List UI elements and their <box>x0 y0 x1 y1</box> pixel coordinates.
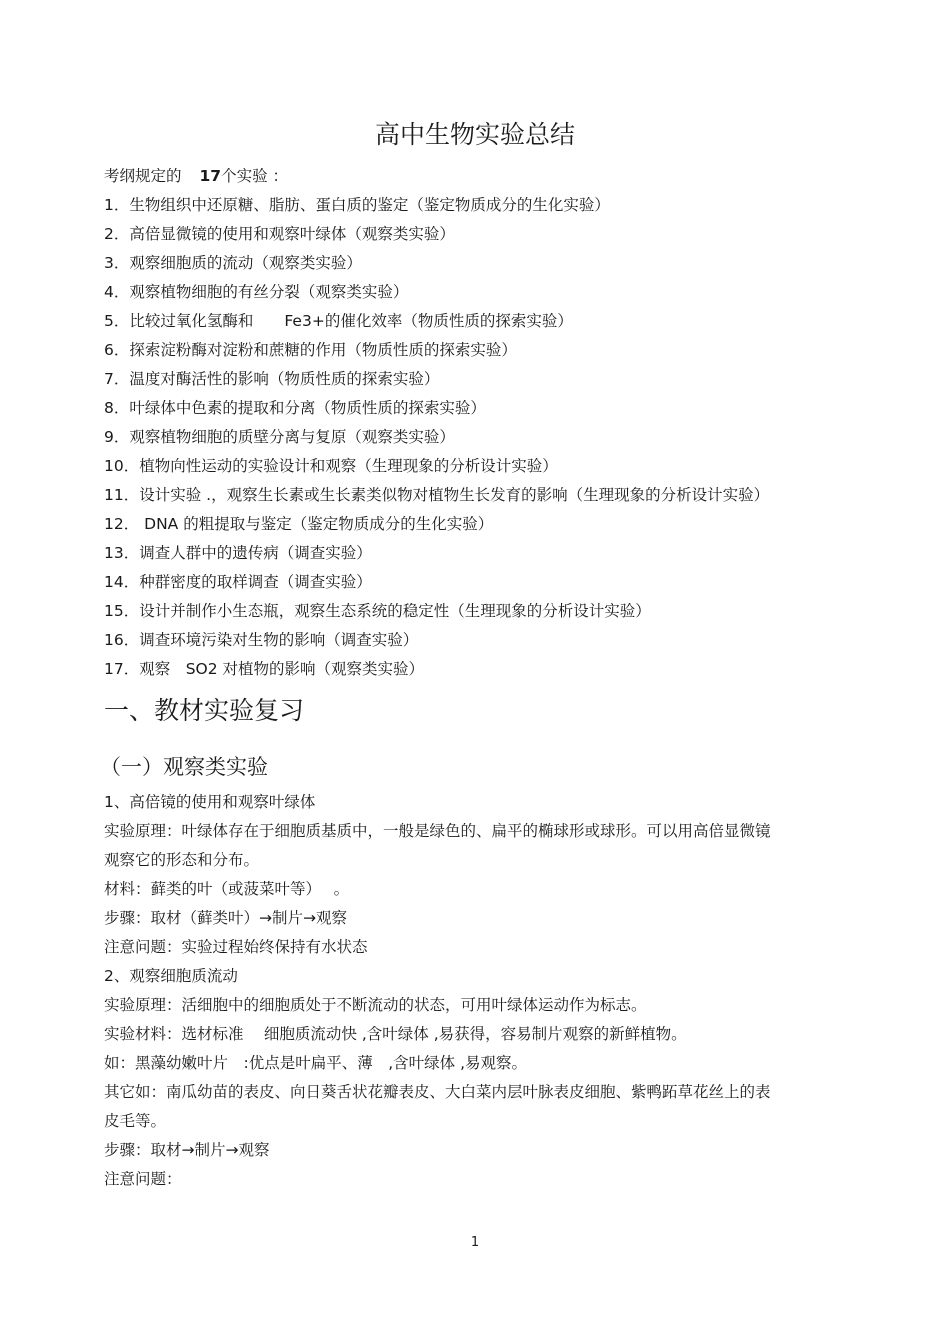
paragraph-line: 注意问题： <box>104 1170 182 1188</box>
experiment-item-10: 10．植物向性运动的实验设计和观察（生理现象的分析设计实验） <box>104 457 558 475</box>
experiment-item-11: 11．设计实验 .，观察生长素或生长素类似物对植物生长发育的影响（生理现象的分析设计实验） <box>104 486 770 504</box>
paragraph-line: 实验原理：活细胞中的细胞质处于不断流动的状态，可用叶绿体运动作为标志。 <box>104 996 647 1014</box>
experiment-item-14: 14．种群密度的取样调查（调查实验） <box>104 573 372 591</box>
intro-count: 17 <box>199 167 222 185</box>
experiment-item-9: 9．观察植物细胞的质壁分离与复原（观察类实验） <box>104 428 455 446</box>
experiment-item-17: 17．观察 SO2 对植物的影响（观察类实验） <box>104 660 425 678</box>
document-body <box>100 162 784 1194</box>
section-body <box>104 788 784 1194</box>
paragraph-line: 材料：藓类的叶（或菠菜叶等） 。 <box>104 880 350 898</box>
experiment-item-5: 5．比较过氧化氢酶和 Fe3+的催化效率（物质性质的探索实验） <box>104 312 573 330</box>
experiment-item-4: 4．观察植物细胞的有丝分裂（观察类实验） <box>104 283 409 301</box>
paragraph-line: 实验材料：选材标准 细胞质流动快 ,含叶绿体 ,易获得，容易制片观察的新鲜植物。 <box>104 1025 687 1043</box>
experiment-item-16: 16．调查环境污染对生物的影响（调查实验） <box>104 631 419 649</box>
experiment-item-2: 2．高倍显微镜的使用和观察叶绿体（观察类实验） <box>104 225 455 243</box>
paragraph-line: 步骤：取材→制片→观察 <box>104 1141 270 1159</box>
experiment-item-15: 15．设计并制作小生态瓶，观察生态系统的稳定性（生理现象的分析设计实验） <box>104 602 651 620</box>
paragraph-line: 2、观察细胞质流动 <box>104 967 238 985</box>
experiment-item-8: 8．叶绿体中色素的提取和分离（物质性质的探索实验） <box>104 399 486 417</box>
intro-suffix: 个实验 ： <box>221 167 289 185</box>
document-title: 高中生物实验总结 <box>374 120 575 149</box>
paragraph-line: 如：黑藻幼嫩叶片 :优点是叶扁平、薄 ,含叶绿体 ,易观察。 <box>104 1054 528 1072</box>
experiment-item-13: 13．调查人群中的遗传病（调查实验） <box>104 544 372 562</box>
experiment-item-12: 12． DNA 的粗提取与鉴定（鉴定物质成分的生化实验） <box>104 515 494 533</box>
section-heading: 一、教材实验复习 <box>104 696 305 725</box>
experiment-item-6: 6．探索淀粉酶对淀粉和蔗糖的作用（物质性质的探索实验） <box>104 341 517 359</box>
experiment-item-3: 3．观察细胞质的流动（观察类实验） <box>104 254 362 272</box>
paragraph-line: 注意问题：实验过程始终保持有水状态 <box>104 938 368 956</box>
experiment-list <box>104 191 784 684</box>
paragraph-line: 1、高倍镜的使用和观察叶绿体 <box>104 793 316 811</box>
intro-prefix: 考纲规定的 <box>104 167 182 185</box>
paragraph-line: 其它如：南瓜幼苗的表皮、向日葵舌状花瓣表皮、大白菜内层叶脉表皮细胞、紫鸭跖草花丝上的表皮毛等。 <box>104 1083 771 1130</box>
section-subheading: （一）观察类实验 <box>100 755 268 779</box>
experiment-item-7: 7．温度对酶活性的影响（物质性质的探索实验） <box>104 370 440 388</box>
paragraph-line: 实验原理：叶绿体存在于细胞质基质中，一般是绿色的、扁平的椭球形或球形。可以用高倍显微镜观察它的形态和分布。 <box>104 822 771 869</box>
experiment-item-1: 1．生物组织中还原糖、脂肪、蛋白质的鉴定（鉴定物质成分的生化实验） <box>104 196 610 214</box>
paragraph-line: 步骤：取材（藓类叶）→制片→观察 <box>104 909 347 927</box>
page-number: 1 <box>470 1235 480 1250</box>
intro-line <box>104 162 784 191</box>
